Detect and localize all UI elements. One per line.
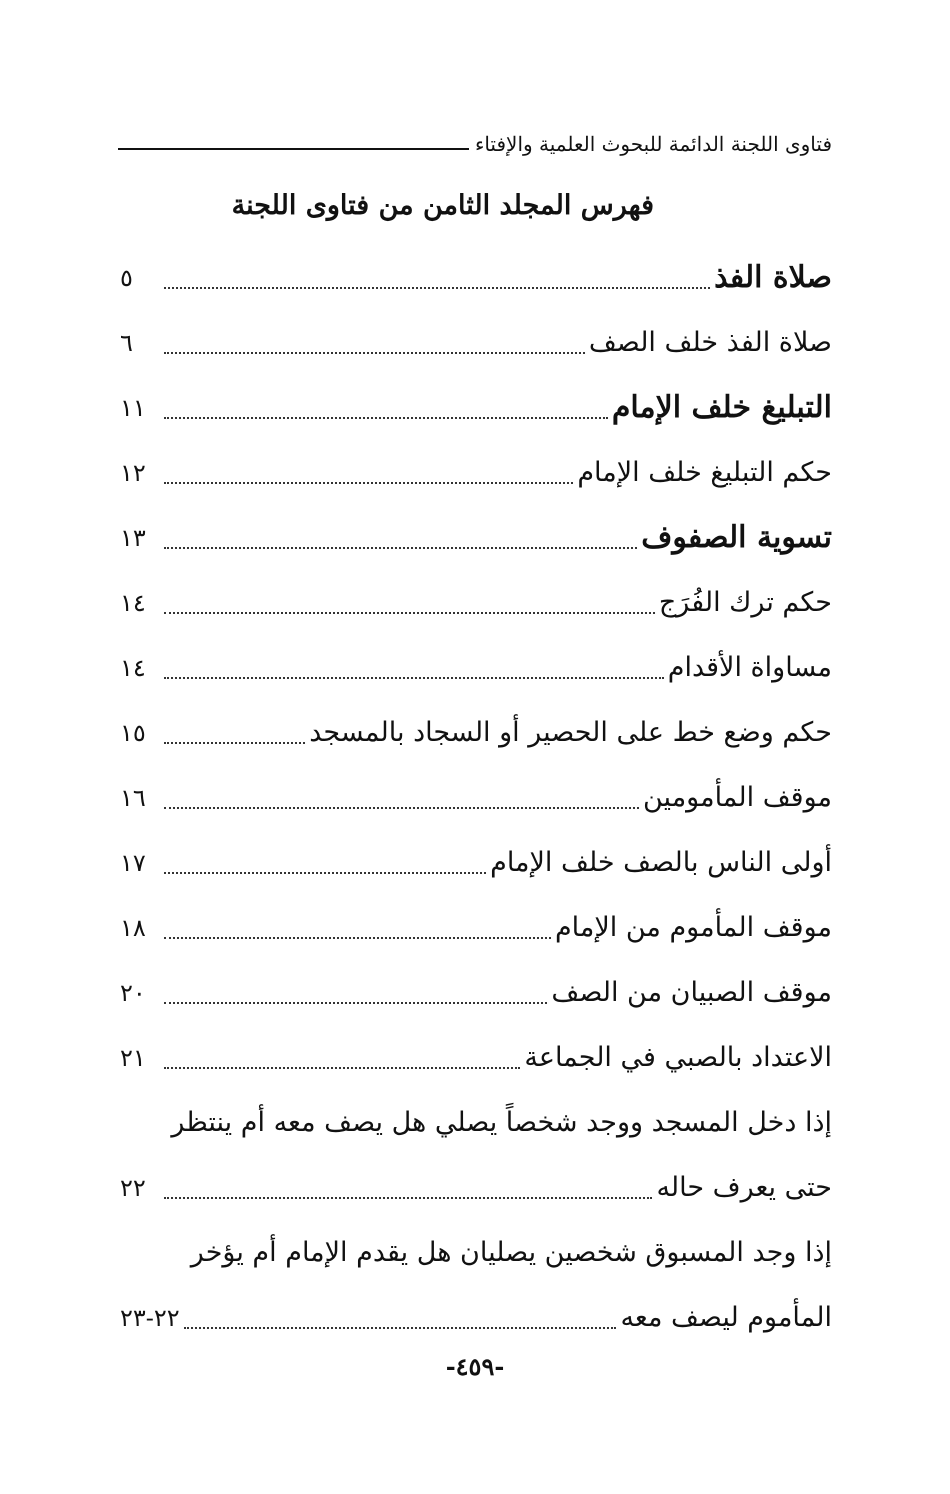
toc-entry-page: ١١ <box>120 393 146 422</box>
toc-entry-title: حتى يعرف حاله <box>656 1172 832 1203</box>
toc-entry-page: ٢١ <box>120 1043 146 1072</box>
dot-leader <box>164 1002 547 1004</box>
dot-leader <box>164 482 573 484</box>
dot-leader <box>184 1327 617 1329</box>
dot-leader <box>164 287 710 289</box>
toc-entry <box>120 830 832 895</box>
table-of-contents <box>120 245 832 1350</box>
toc-entry <box>120 765 832 830</box>
dot-leader <box>164 1067 520 1069</box>
toc-entry <box>120 895 832 960</box>
toc-entry-page: ٢٢ <box>120 1173 146 1202</box>
toc-entry-page: ١٢ <box>120 458 146 487</box>
dot-leader <box>164 807 639 809</box>
toc-entry <box>120 1220 832 1285</box>
dot-leader <box>164 352 585 354</box>
page-title: فهرس المجلد الثامن من فتاوى اللجنة <box>231 190 654 221</box>
toc-entry <box>120 245 832 310</box>
toc-entry-title: حكم التبليغ خلف الإمام <box>577 457 832 488</box>
toc-entry-title: حكم ترك الفُرَج <box>658 587 832 618</box>
toc-entry <box>120 570 832 635</box>
toc-entry-title: التبليغ خلف الإمام <box>611 390 832 425</box>
toc-entry <box>120 1155 832 1220</box>
toc-entry-page: ١٧ <box>120 848 146 877</box>
toc-entry <box>120 1090 832 1155</box>
running-header <box>118 118 832 154</box>
toc-entry-page: ١٦ <box>120 783 146 812</box>
header-title: فتاوى اللجنة الدائمة للبحوث العلمية والإفتاء <box>474 132 832 156</box>
toc-entry-page: ١٣ <box>120 523 146 552</box>
dot-leader <box>164 742 305 744</box>
toc-entry-title: المأموم ليصف معه <box>620 1302 832 1333</box>
toc-entry <box>120 310 832 375</box>
toc-entry-title: مساواة الأقدام <box>667 652 832 683</box>
dot-leader <box>164 612 655 614</box>
toc-entry <box>120 700 832 765</box>
header-rule <box>118 148 469 150</box>
toc-entry-title: أولى الناس بالصف خلف الإمام <box>490 847 832 878</box>
toc-entry-page: ١٤ <box>120 588 146 617</box>
toc-entry <box>120 505 832 570</box>
toc-entry-title: صلاة الفذ خلف الصف <box>588 327 832 358</box>
toc-entry-title: إذا وجد المسبوق شخصين يصليان هل يقدم الإمام أم يؤخر <box>190 1237 832 1268</box>
toc-entry-page: ٢٢-٢٣ <box>120 1303 180 1332</box>
toc-entry-page: ١٨ <box>120 913 146 942</box>
toc-entry-title: الاعتداد بالصبي في الجماعة <box>524 1042 832 1073</box>
toc-entry-page: ٢٠ <box>120 978 146 1007</box>
page-number: -٤٥٩- <box>445 1352 505 1381</box>
toc-entry-title: تسوية الصفوف <box>641 520 832 555</box>
toc-entry-title: موقف المأموم من الإمام <box>554 912 832 943</box>
dot-leader <box>164 417 608 419</box>
toc-entry-title: موقف الصبيان من الصف <box>551 977 832 1008</box>
toc-entry <box>120 960 832 1025</box>
dot-leader <box>164 1197 652 1199</box>
toc-entry <box>120 635 832 700</box>
dot-leader <box>164 937 551 939</box>
toc-entry-title: حكم وضع خط على الحصير أو السجاد بالمسجد <box>309 717 832 748</box>
toc-entry-title: موقف المأمومين <box>643 782 832 813</box>
toc-entry <box>120 440 832 505</box>
dot-leader <box>164 677 664 679</box>
toc-entry-page: ١٤ <box>120 653 146 682</box>
toc-entry-title: صلاة الفذ <box>714 260 832 295</box>
toc-entry-page: ٦ <box>120 328 133 357</box>
toc-entry <box>120 375 832 440</box>
toc-entry-page: ١٥ <box>120 718 146 747</box>
toc-entry-page: ٥ <box>120 263 133 292</box>
dot-leader <box>164 872 486 874</box>
toc-entry <box>120 1025 832 1090</box>
toc-entry <box>120 1285 832 1350</box>
dot-leader <box>164 547 637 549</box>
toc-entry-title: إذا دخل المسجد ووجد شخصاً يصلي هل يصف معه أم ينتظر <box>171 1107 832 1138</box>
